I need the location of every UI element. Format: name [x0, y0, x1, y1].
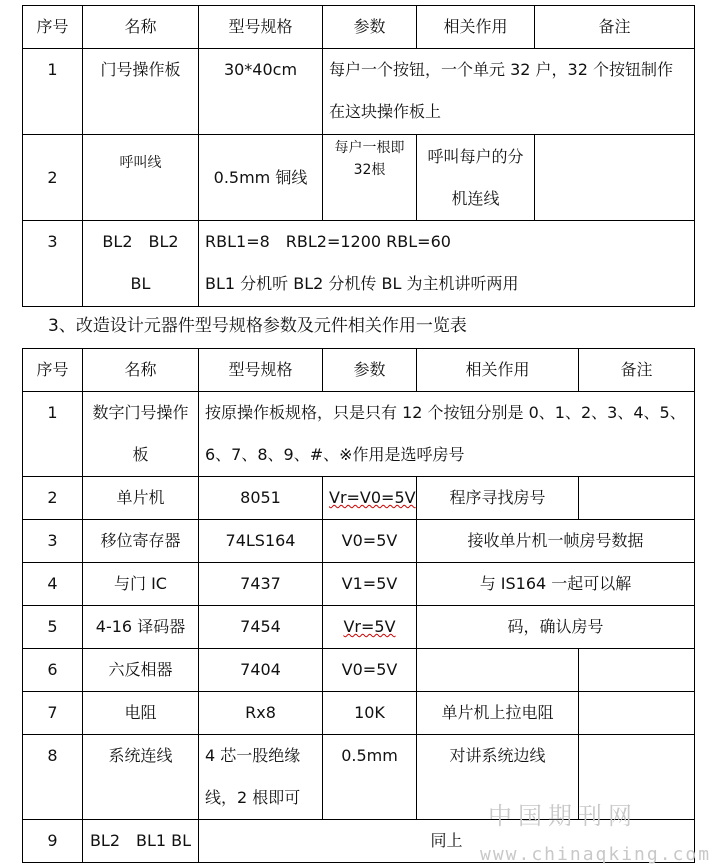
table-2-header: [23, 349, 695, 392]
header-no: 序号: [23, 6, 83, 49]
row-name: BL2 BL1 BL: [83, 820, 199, 863]
row-spec: 8051: [199, 477, 323, 520]
header-param: 参数: [323, 349, 417, 392]
table-row: [23, 221, 695, 307]
row-param: 每户一根即32根: [334, 140, 405, 178]
watermark-url: www.chinaqking.com: [480, 844, 712, 865]
row-no: 1: [23, 392, 83, 477]
row-no: 8: [23, 735, 83, 820]
row-name: 与门 IC: [83, 563, 199, 606]
table-row: [23, 649, 695, 692]
row-param: Vr=5V: [343, 617, 396, 636]
row-no: 4: [23, 563, 83, 606]
row-no: 9: [23, 820, 83, 863]
table-2: [22, 348, 695, 863]
table-row: [23, 477, 695, 520]
row-effect: 接收单片机一帧房号数据: [417, 520, 695, 563]
row-spec: 0.5mm 铜线: [199, 135, 323, 221]
row-effect: 与 IS164 一起可以解: [417, 563, 695, 606]
row-name: 移位寄存器: [83, 520, 199, 563]
row-effect: 对讲系统边线: [417, 735, 579, 820]
row-name: 呼叫线: [119, 155, 162, 171]
row-no: 7: [23, 692, 83, 735]
table-1-header: [23, 6, 695, 49]
row-desc: 每户一个按钮，一个单元 32 户，32 个按钮制作在这块操作板上: [323, 49, 695, 135]
table-row: [23, 49, 695, 135]
header-name: 名称: [83, 6, 199, 49]
row-spec: 4 芯一股绝缘线，2 根即可: [199, 735, 323, 820]
table-row: [23, 392, 695, 477]
row-effect: 码，确认房号: [417, 606, 695, 649]
table-row: [23, 520, 695, 563]
row-name: 门号操作板: [83, 49, 199, 135]
table-row: [23, 692, 695, 735]
row-line2: BL1 分机听 BL2 分机传 BL 为主机讲听两用: [205, 274, 519, 293]
row-desc: 按原操作板规格，只是只有 12 个按钮分别是 0、1、2、3、4、5、6、7、8、9、#、※作用是选呼房号: [199, 392, 695, 477]
row-note: [579, 692, 695, 735]
row-name: 六反相器: [83, 649, 199, 692]
row-no: 6: [23, 649, 83, 692]
row-spec: 7454: [199, 606, 323, 649]
table-row: [23, 606, 695, 649]
row-param: V1=5V: [323, 563, 417, 606]
row-line1: RBL1=8 RBL2=1200 RBL=60: [205, 232, 451, 251]
row-param: V0=5V: [323, 649, 417, 692]
table-row: [23, 135, 695, 221]
watermark-title: 中国期刊网: [488, 802, 638, 830]
row-no: 3: [23, 221, 83, 307]
row-name: 电阻: [83, 692, 199, 735]
table-caption: 3、改造设计元器件型号规格参数及元件相关作用一览表: [48, 316, 467, 336]
row-param: 10K: [323, 692, 417, 735]
row-name: 单片机: [83, 477, 199, 520]
row-note: [535, 135, 695, 221]
header-effect: 相关作用: [417, 6, 535, 49]
row-note: [579, 477, 695, 520]
row-effect: 呼叫每户的分机连线: [427, 146, 524, 208]
row-spec: 7437: [199, 563, 323, 606]
row-effect: 程序寻找房号: [417, 477, 579, 520]
header-note: 备注: [579, 349, 695, 392]
header-no: 序号: [23, 349, 83, 392]
row-spec: 7404: [199, 649, 323, 692]
header-spec: 型号规格: [199, 349, 323, 392]
row-effect: 单片机上拉电阻: [417, 692, 579, 735]
row-name: 系统连线: [83, 735, 199, 820]
row-spec: 74LS164: [199, 520, 323, 563]
row-no: 2: [23, 135, 83, 221]
header-note: 备注: [535, 6, 695, 49]
row-effect: [417, 649, 579, 692]
table-1: [22, 5, 695, 307]
row-no: 5: [23, 606, 83, 649]
row-desc: 同上: [199, 820, 695, 863]
row-param: 0.5mm: [323, 735, 417, 820]
header-param: 参数: [323, 6, 417, 49]
header-spec: 型号规格: [199, 6, 323, 49]
row-no: 2: [23, 477, 83, 520]
row-spec: 30*40cm: [199, 49, 323, 135]
row-no: 1: [23, 49, 83, 135]
row-name: 数字门号操作板: [83, 392, 199, 477]
header-effect: 相关作用: [417, 349, 579, 392]
row-no: 3: [23, 520, 83, 563]
row-param: Vr=V0=5V: [329, 488, 416, 507]
table-row: [23, 563, 695, 606]
row-param: V0=5V: [323, 520, 417, 563]
header-name: 名称: [83, 349, 199, 392]
row-spec: Rx8: [199, 692, 323, 735]
row-name: 4-16 译码器: [83, 606, 199, 649]
row-note: [579, 649, 695, 692]
row-name: BL2 BL2 BL: [83, 221, 199, 307]
